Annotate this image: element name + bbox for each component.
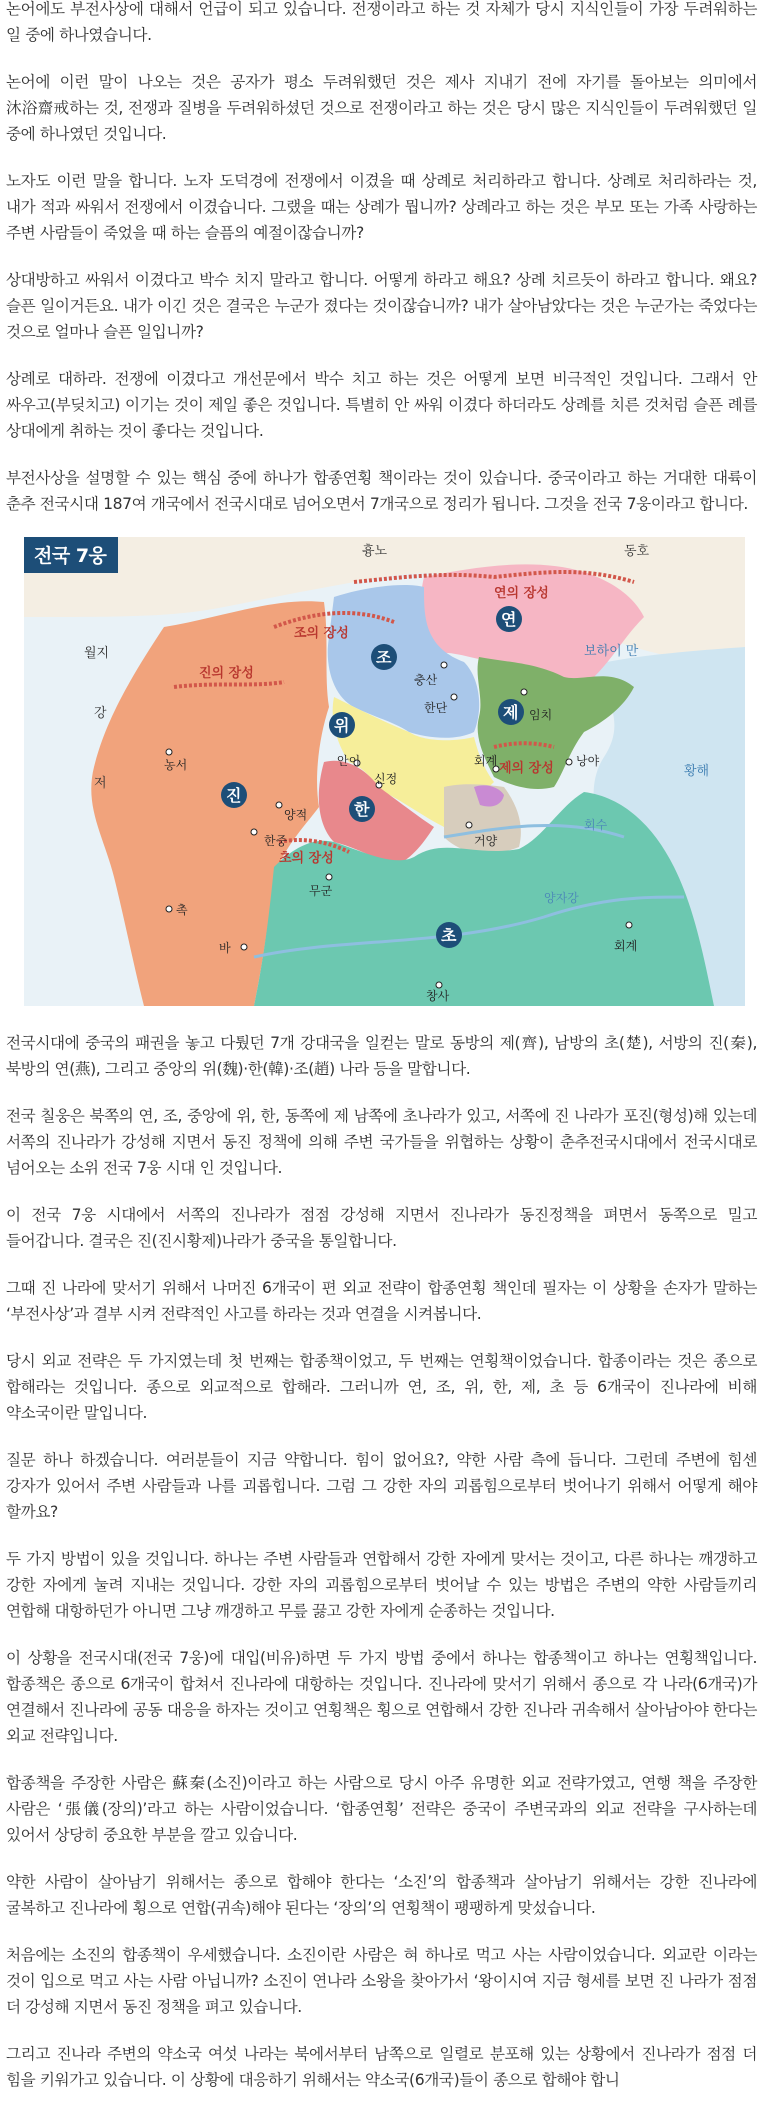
region-label: 강: [94, 706, 107, 721]
city-label: 회계: [614, 939, 638, 953]
region-label: 저: [94, 776, 107, 791]
paragraph: 논어에도 부전사상에 대해서 언급이 되고 있습니다. 전쟁이라고 하는 것 자체가 당시 지식인들이 가장 두려워하는 일 중에 하나였습니다.: [6, 0, 757, 44]
wall-label: 진의 장성: [199, 666, 254, 681]
state-label-zhao: 조: [376, 648, 392, 667]
city-label: 신정: [374, 772, 398, 786]
city-label: 회계: [474, 754, 498, 768]
map-title: 전국 7웅: [24, 537, 118, 573]
region-label: 흉노: [362, 544, 388, 559]
wall-label: 조의 장성: [294, 626, 349, 641]
state-label-chu: 초: [441, 926, 457, 945]
state-label-wei: 위: [334, 716, 350, 735]
region-label: 황해: [684, 764, 710, 779]
city-label: 무군: [309, 884, 333, 898]
city-label: 임치: [529, 708, 553, 722]
paragraph: 질문 하나 하겠습니다. 여러분들이 지금 약합니다. 힘이 없어요?, 약한 사람 측에 듭니다. 그런데 주변에 힘센 강자가 있어서 주변 사람들과 나를 괴롭힙니다. 그럼 그 강한 자의 괴롭힘으로부터 벗어나기 위해서 어떻게 해야 할까요?: [6, 1451, 757, 1521]
river-label: 양자강: [544, 891, 579, 905]
paragraph: 그때 진 나라에 맞서기 위해서 나머진 6개국이 편 외교 전략이 합종연횡 책인데 필자는 이 상황을 손자가 말하는 ‘부전사상’과 결부 시켜 전략적인 사고를 하라는 것과 연결을 시켜봅니다.: [6, 1279, 757, 1323]
region-label: 동호: [624, 544, 650, 559]
paragraph: 상대방하고 싸워서 이겼다고 박수 치지 말라고 합니다. 어떻게 하라고 해요? 상례 치르듯이 하라고 합니다. 왜요? 슬픈 일이거든요. 내가 이긴 것은 결국은 누군가 졌다는 것이잖습니까? 내가 살아남았다는 것은 누군가는 죽었다는 것으로 얼마나 슬픈 일입니까?: [6, 271, 757, 341]
paragraph: 노자도 이런 말을 합니다. 노자 도덕경에 전쟁에서 이겼을 때 상례로 처리하라고 합니다. 상례로 처리하라는 것, 내가 적과 싸워서 전쟁에서 이겼습니다. 그랬을 때는 상례가 뭡니까? 상례라고 하는 것은 부모 또는 가족 사랑하는 주변 사람들이 죽었을 때 하는 슬픔의 예절이잖습니까?: [6, 172, 757, 242]
map-canvas: [24, 537, 745, 1006]
paragraph: 합종책을 주장한 사람은 蘇秦(소진)이라고 하는 사람으로 당시 아주 유명한 외교 전략가였고, 연행 책을 주장한 사람은 ‘張儀(장의)’라고 하는 사람이었습니다. ‘합종연횡’ 전략은 중국이 주변국과의 외교 전략을 구사하는데 있어서 상당히 중요한 부분을 깔고 있습니다.: [6, 1774, 757, 1844]
paragraph: 전국시대에 중국의 패권을 놓고 다퉜던 7개 강대국을 일컫는 말로 동방의 제(齊), 남방의 초(楚), 서방의 진(秦), 북방의 연(燕), 그리고 중앙의 위(魏)·한(韓)·조(趙) 나라 등을 말합니다.: [6, 1034, 757, 1078]
state-label-qin: 진: [226, 786, 242, 805]
state-label-yan: 연: [501, 610, 517, 629]
city-label: 안이: [337, 754, 361, 768]
paragraph: 이 전국 7웅 시대에서 서쪽의 진나라가 점점 강성해 지면서 진나라가 동진정책을 펴면서 동쪽으로 밀고 들어갑니다. 결국은 진(진시황제)나라가 중국을 통일합니다.: [6, 1206, 757, 1250]
paragraph: 처음에는 소진의 합종책이 우세했습니다. 소진이란 사람은 혀 하나로 먹고 사는 사람이었습니다. 외교란 이라는 것이 입으로 먹고 사는 사람 아닙니까? 소진이 연나라 소왕을 찾아가서 ‘왕이시여 지금 형세를 보면 진 나라가 점점 더 강성해 지면서 동진 정책을 펴고 있습니다.: [6, 1946, 757, 2016]
region-label: 보하이 만: [584, 644, 639, 659]
paragraph: 상례로 대하라. 전쟁에 이겼다고 개선문에서 박수 치고 하는 것은 어떻게 보면 비극적인 것입니다. 그래서 안 싸우고(부딪치고) 이기는 것이 제일 좋은 것입니다. 특별히 안 싸워 이겼다 하더라도 상례를 치른 것처럼 슬픈 례를 상대에게 취하는 것이 좋다는 것입니다.: [6, 370, 757, 440]
city-label: 한단: [424, 701, 448, 715]
city-label: 한중: [264, 834, 288, 848]
city-label: 창사: [426, 989, 450, 1003]
state-label-han: 한: [354, 800, 370, 819]
paragraph: 논어에 이런 말이 나오는 것은 공자가 평소 두려워했던 것은 제사 지내기 전에 자기를 돌아보는 의미에서 沐浴齋戒하는 것, 전쟁과 질병을 두려워하셨던 것으로 전쟁이라고 하는 것은 당시 많은 지식인들이 두려워했던 일 중에 하나였던 것입니다.: [6, 73, 757, 143]
paragraph: 약한 사람이 살아남기 위해서는 종으로 합해야 한다는 ‘소진’의 합종책과 살아남기 위해서는 강한 진나라에 굴복하고 진나라에 횡으로 연합(귀속)해야 된다는 ‘장의’의 연횡책이 팽팽하게 맞섰습니다.: [6, 1873, 757, 1917]
city-label: 농서: [164, 758, 188, 772]
paragraph: 이 상황을 전국시대(전국 7웅)에 대입(비유)하면 두 가지 방법 중에서 하나는 합종책이고 하나는 연횡책입니다. 합종책은 종으로 6개국이 합쳐서 진나라에 대항하는 것입니다. 진나라에 맞서기 위해서 종으로 각 나라(6개국)가 연결해서 진나라에 공동 대응을 하자는 것이고 연횡책은 횡으로 연합해서 강한 진나라 귀속해서 살아남아야 한다는 외교 전략입니다.: [6, 1649, 757, 1745]
wall-label: 초의 장성: [279, 851, 334, 866]
region-label: 월지: [84, 646, 110, 661]
paragraph: 전국 칠웅은 북쪽의 연, 조, 중앙에 위, 한, 동쪽에 제 남쪽에 초나라가 있고, 서쪽에 진 나라가 포진(형성)해 있는데 서쪽의 진나라가 강성해 지면서 동진 정책에 의해 주변 국가들을 위협하는 상황이 춘추전국시대에서 전국시대로 넘어오는 소위 전국 7웅 시대 인 것입니다.: [6, 1107, 757, 1177]
wall-label: 제의 장성: [499, 761, 554, 776]
city-label: 충산: [414, 673, 438, 687]
city-label: 양적: [284, 808, 308, 822]
wall-label: 연의 장성: [494, 586, 549, 601]
paragraph: 부전사상을 설명할 수 있는 핵심 중에 하나가 합종연횡 책이라는 것이 있습니다. 중국이라고 하는 거대한 대륙이 춘추 전국시대 187여 개국에서 전국시대로 넘어오면서 7개국으로 정리가 됩니다. 그것을 전국 7웅이라고 합니다.: [6, 469, 757, 513]
paragraph: 두 가지 방법이 있을 것입니다. 하나는 주변 사람들과 연합해서 강한 자에게 맞서는 것이고, 다른 하나는 깨갱하고 강한 자에게 눌려 지내는 것입니다. 강한 자의 괴롭힘으로부터 벗어날 수 있는 방법은 주변의 약한 사람들끼리 연합해 대항하던가 아니면 그냥 깨갱하고 무릎 끓고 강한 자에게 순종하는 것입니다.: [6, 1550, 757, 1620]
river-label: 회수: [584, 818, 608, 832]
paragraph: 그리고 진나라 주변의 약소국 여섯 나라는 북에서부터 남쪽으로 일렬로 분포해 있는 상황에서 진나라가 점점 더 힘을 키워가고 있습니다. 이 상황에 대응하기 위해서는 약소국(6개국)들이 종으로 합해야 합니: [6, 2045, 757, 2089]
city-label: 낭야: [576, 754, 600, 768]
warring-states-map: [24, 537, 745, 1006]
city-label: 바: [219, 941, 231, 955]
city-label: 거양: [474, 834, 498, 848]
paragraph: 당시 외교 전략은 두 가지였는데 첫 번째는 합종책이었고, 두 번째는 연횡책이었습니다. 합종이라는 것은 종으로 합해라는 것입니다. 종으로 외교적으로 합해라. 그러니까 연, 조, 위, 한, 제, 초 등 6개국이 진나라에 비해 약소국이란 말입니다.: [6, 1352, 757, 1422]
state-label-qi: 제: [503, 703, 519, 722]
city-label: 촉: [176, 903, 188, 917]
